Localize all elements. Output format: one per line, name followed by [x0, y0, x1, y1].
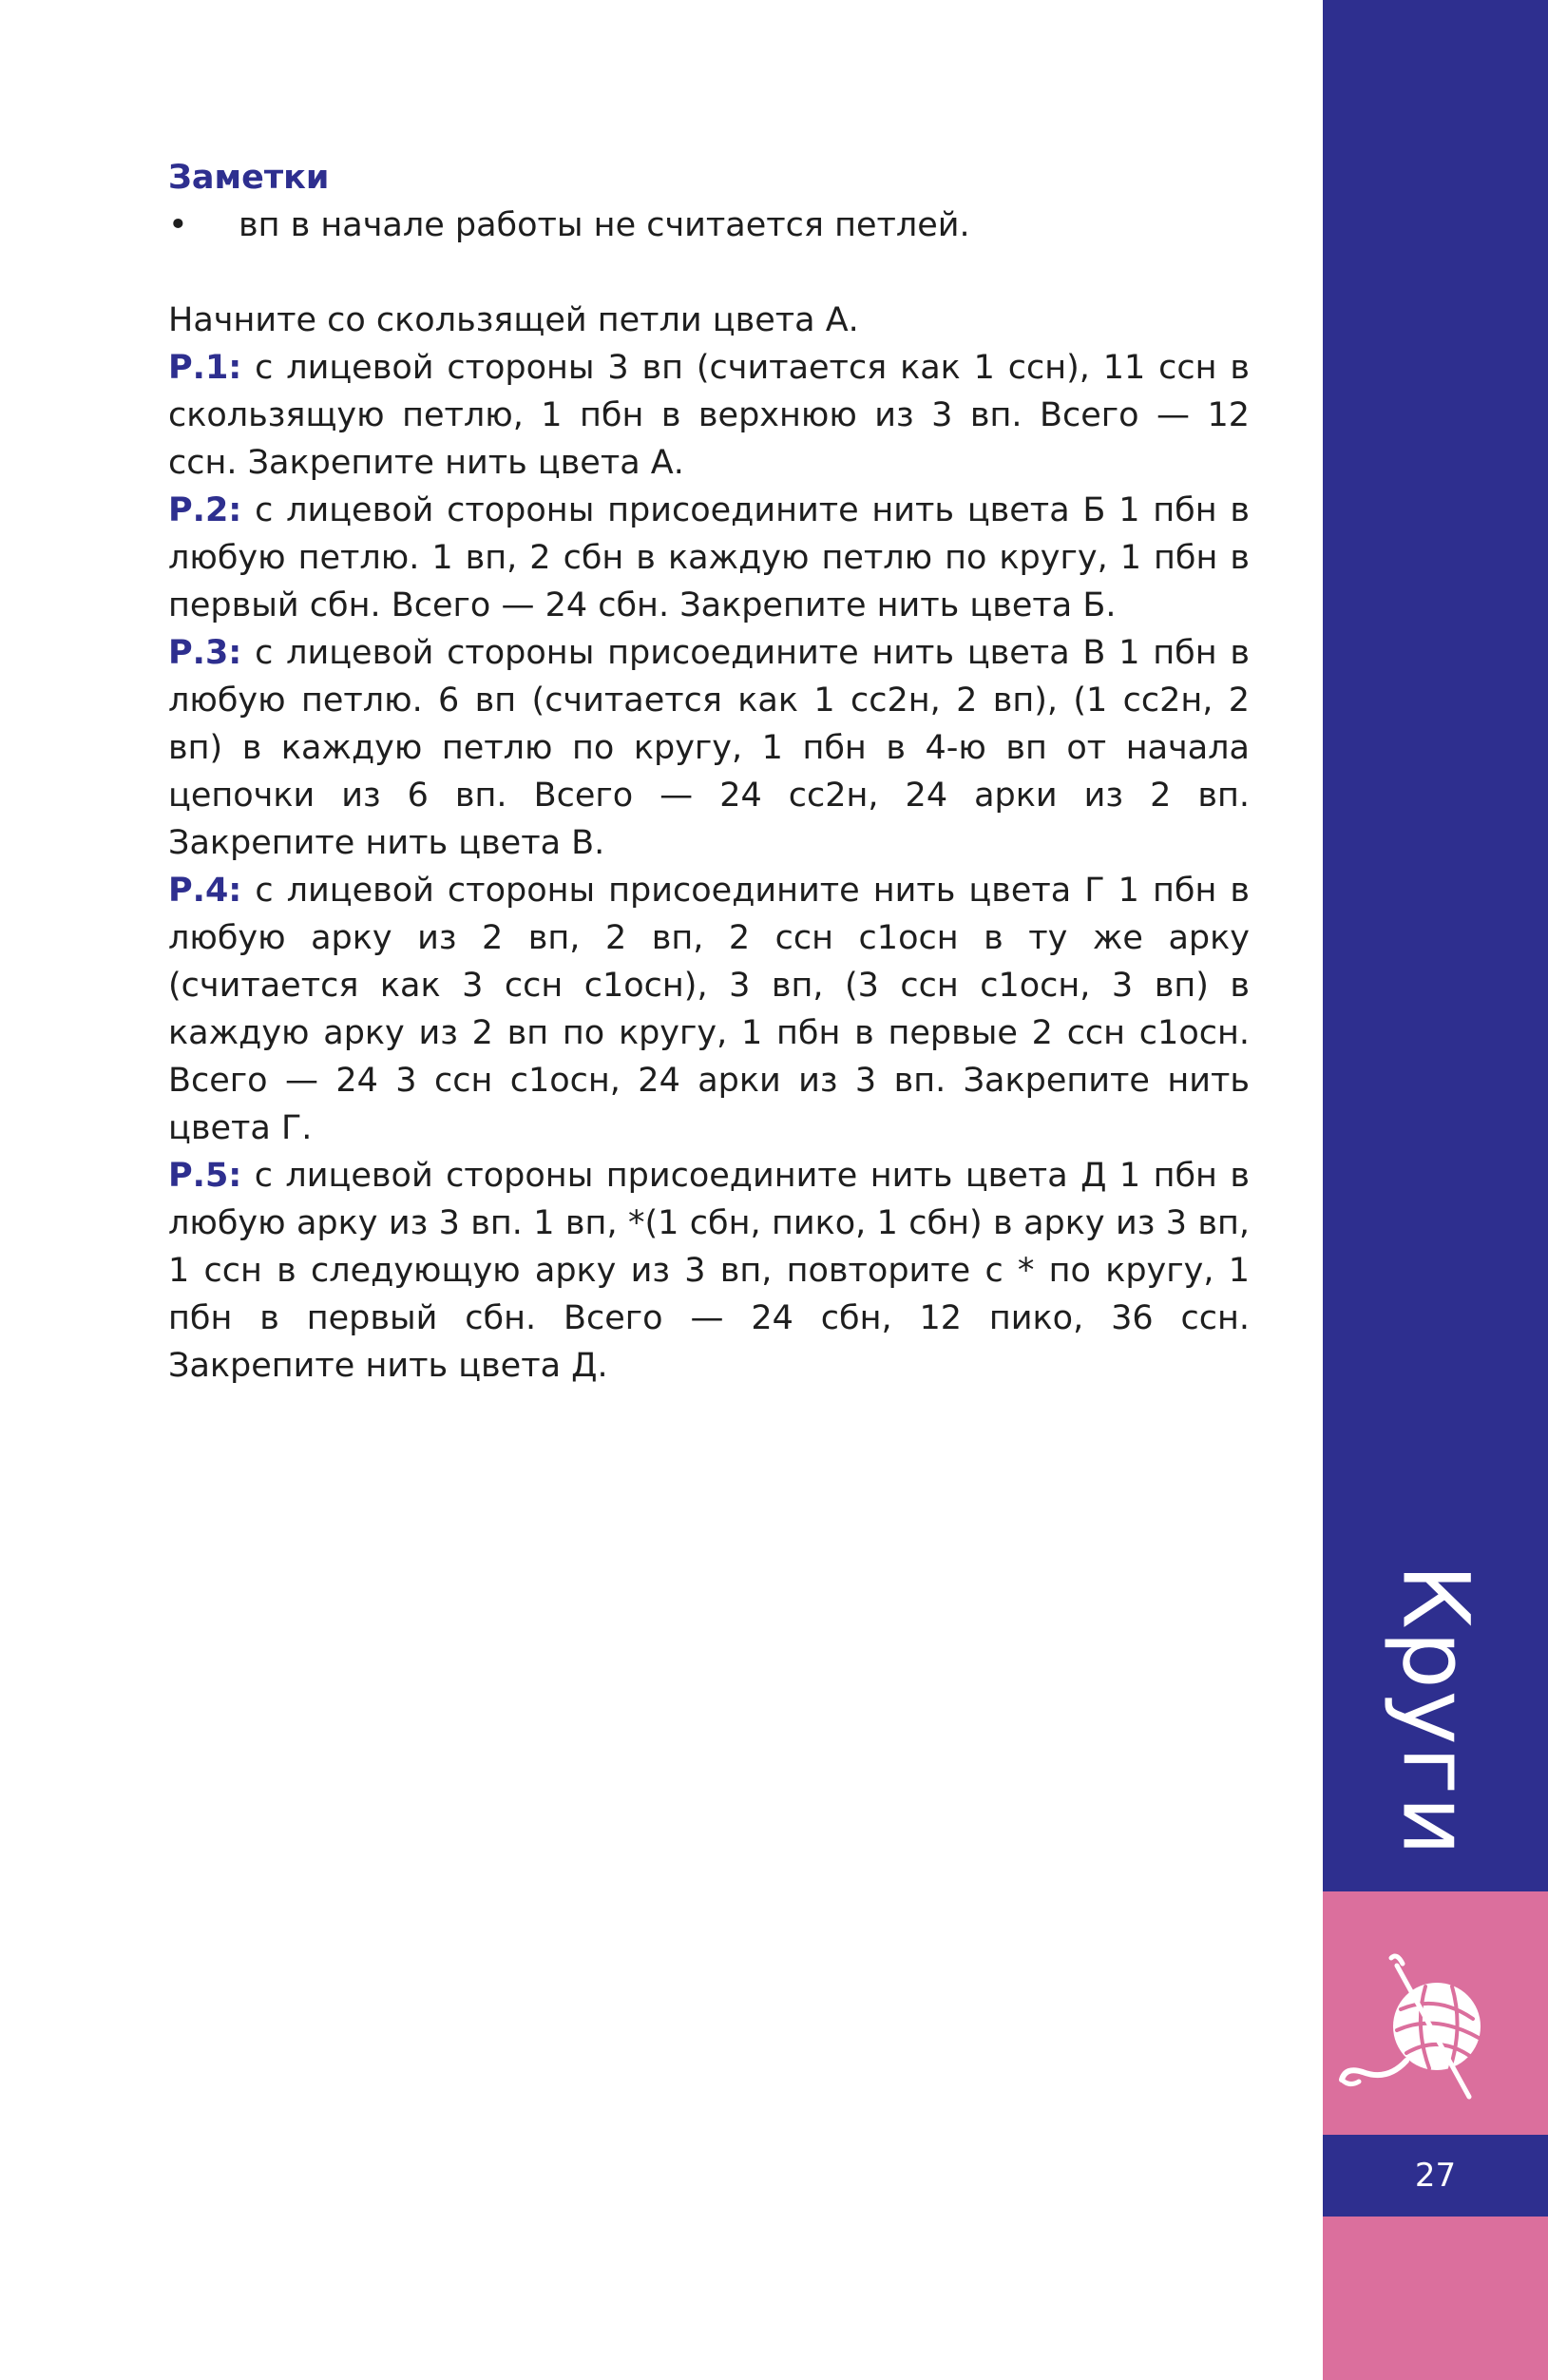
page-number: 27	[1414, 2157, 1457, 2195]
bullet: •	[168, 206, 188, 244]
row-5	[168, 1152, 1250, 1390]
row-3	[168, 629, 1250, 867]
main-content	[168, 154, 1250, 1390]
intro-text: Начните со скользящей петли цвета А.	[168, 301, 859, 339]
section-title	[1323, 1540, 1548, 1882]
row-1	[168, 344, 1250, 487]
row-label: Р.4:	[168, 872, 242, 910]
row-2	[168, 487, 1250, 629]
note-text: вп в начале работы не считается петлей.	[239, 206, 970, 244]
bottom-tab	[1323, 2217, 1548, 2380]
row-4	[168, 867, 1250, 1152]
row-instructions: с лицевой стороны присоедините нить цвета Б 1 пбн в любую петлю. 1 вп, 2 сбн в каждую петлю по кругу, 1 пбн в первый сбн. Всего — 24 сбн. Закрепите нить цвета Б.	[168, 491, 1250, 624]
notes-heading: Заметки	[168, 159, 330, 197]
row-instructions: с лицевой стороны присоедините нить цвета В 1 пбн в любую петлю. 6 вп (считается как 1 сс2н, 2 вп), (1 сс2н, 2 вп) в каждую петлю по кругу, 1 пбн в 4-ю вп от начала цепочки из 6 вп. Всего — 24 сс2н, 24 арки из 2 вп. Закрепите нить цвета В.	[168, 634, 1250, 862]
row-instructions: с лицевой стороны присоедините нить цвета Д 1 пбн в любую арку из 3 вп. 1 вп, *(1 сбн, пико, 1 сбн) в арку из 3 вп, 1 ссн в следующую арку из 3 вп, повторите с * по кругу, 1 пбн в первый сбн. Всего — 24 сбн, 12 пико, 36 ссн. Закрепите нить цвета Д.	[168, 1157, 1250, 1385]
note-item	[168, 202, 1250, 249]
yarn-ball-crochet-hook-icon	[1330, 1939, 1520, 2120]
section-title-text: Круги	[1382, 1564, 1489, 1858]
row-instructions: с лицевой стороны присоедините нить цвета Г 1 пбн в любую арку из 2 вп, 2 вп, 2 ссн с1осн в ту же арку (считается как 3 ссн с1осн), 3 вп, (3 ссн с1осн, 3 вп) в каждую арку из 2 вп по кругу, 1 пбн в первые 2 ссн с1осн. Всего — 24 3 ссн с1осн, 24 арки из 3 вп. Закрепите нить цвета Г.	[168, 872, 1250, 1147]
row-label: Р.3:	[168, 634, 242, 672]
row-label: Р.5:	[168, 1157, 242, 1195]
row-label: Р.2:	[168, 491, 242, 529]
row-instructions: с лицевой стороны 3 вп (считается как 1 ссн), 11 ссн в скользящую петлю, 1 пбн в верхнюю из 3 вп. Всего — 12 ссн. Закрепите нить цвета А.	[168, 349, 1250, 482]
row-label: Р.1:	[168, 349, 242, 387]
